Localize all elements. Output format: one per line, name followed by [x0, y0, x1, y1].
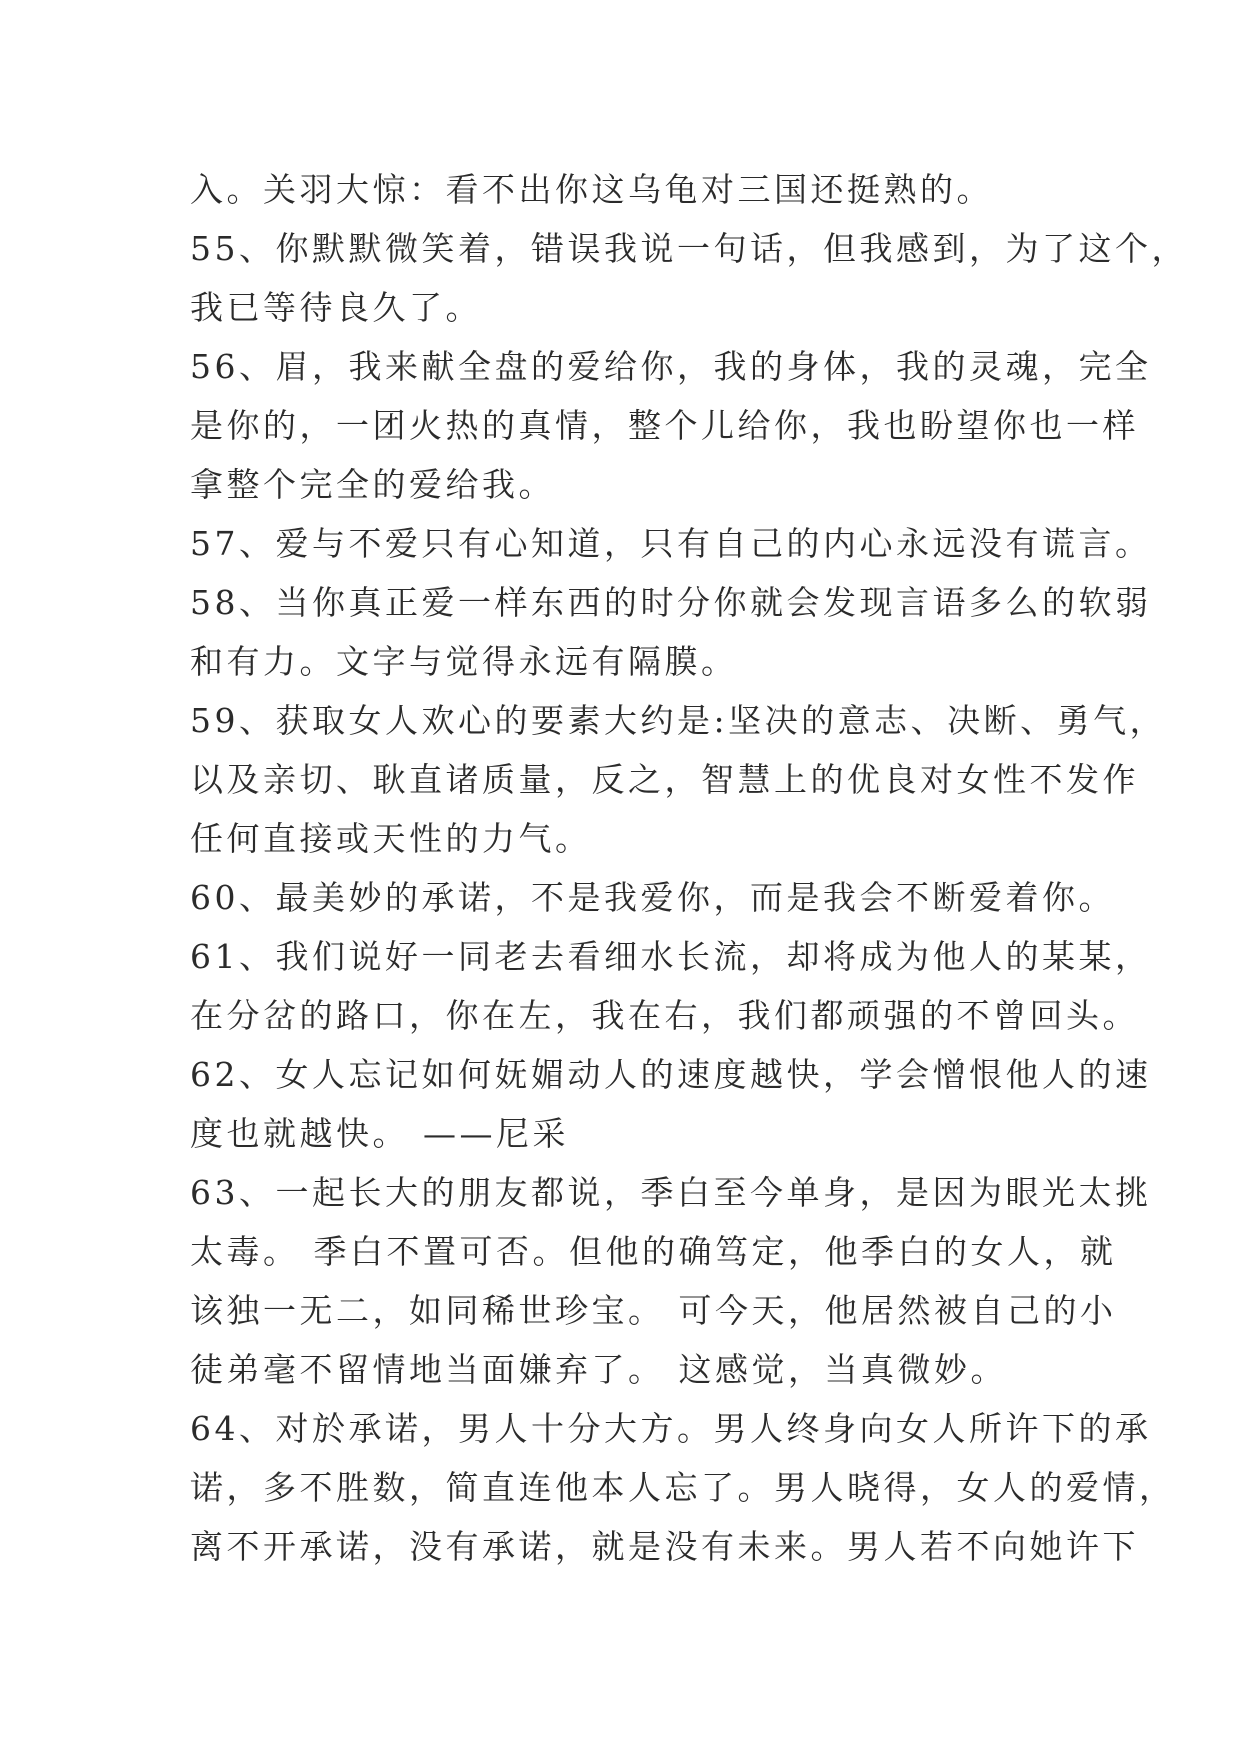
text-line: 任何直接或天性的力气。: [190, 819, 592, 858]
text-line: 度也就越快。 ——尼采: [190, 1114, 569, 1153]
text-line: 入。关羽大惊：看不出你这乌龟对三国还挺熟的。: [190, 170, 993, 209]
text-line: 诺，多不胜数，简直连他本人忘了。男人晓得，女人的爱情，: [190, 1468, 1176, 1507]
text-line: 是你的，一团火热的真情，整个儿给你，我也盼望你也一样: [190, 406, 1139, 445]
text-line: 62、女人忘记如何妩媚动人的速度越快，学会憎恨他人的速: [190, 1055, 1152, 1094]
text-line: 在分岔的路口，你在左，我在右，我们都顽强的不曾回头。: [190, 996, 1139, 1035]
text-line: 58、当你真正爱一样东西的时分你就会发现言语多么的软弱: [190, 583, 1152, 622]
text-line: 我已等待良久了。: [190, 288, 482, 327]
text-line: 该独一无二，如同稀世珍宝。 可今天，他居然被自己的小: [190, 1291, 1117, 1330]
text-line: 以及亲切、耿直诸质量，反之，智慧上的优良对女性不发作: [190, 760, 1139, 799]
text-line: 徒弟毫不留情地当面嫌弃了。 这感觉，当真微妙。: [190, 1350, 1007, 1389]
text-line: 63、一起长大的朋友都说，季白至今单身，是因为眼光太挑: [190, 1173, 1152, 1212]
text-line: 57、爱与不爱只有心知道，只有自己的内心永远没有谎言。: [190, 524, 1152, 563]
text-line: 61、我们说好一同老去看细水长流，却将成为他人的某某，: [190, 937, 1152, 976]
text-line: 56、眉，我来献全盘的爱给你，我的身体，我的灵魂，完全: [190, 347, 1152, 386]
text-line: 离不开承诺，没有承诺，就是没有未来。男人若不向她许下: [190, 1527, 1139, 1566]
text-line: 太毒。 季白不置可否。但他的确笃定，他季白的女人，就: [190, 1232, 1117, 1271]
body-text: [190, 160, 1188, 1576]
text-line: 拿整个完全的爱给我。: [190, 465, 555, 504]
text-line: 和有力。文字与觉得永远有隔膜。: [190, 642, 738, 681]
text-line: 59、获取女人欢心的要素大约是:坚决的意志、决断、勇气，: [190, 701, 1167, 740]
text-line: 64、对於承诺，男人十分大方。男人终身向女人所许下的承: [190, 1409, 1152, 1448]
text-line: 60、最美妙的承诺，不是我爱你，而是我会不断爱着你。: [190, 878, 1115, 917]
text-line: 55、你默默微笑着，错误我说一句话，但我感到，为了这个，: [190, 229, 1188, 268]
